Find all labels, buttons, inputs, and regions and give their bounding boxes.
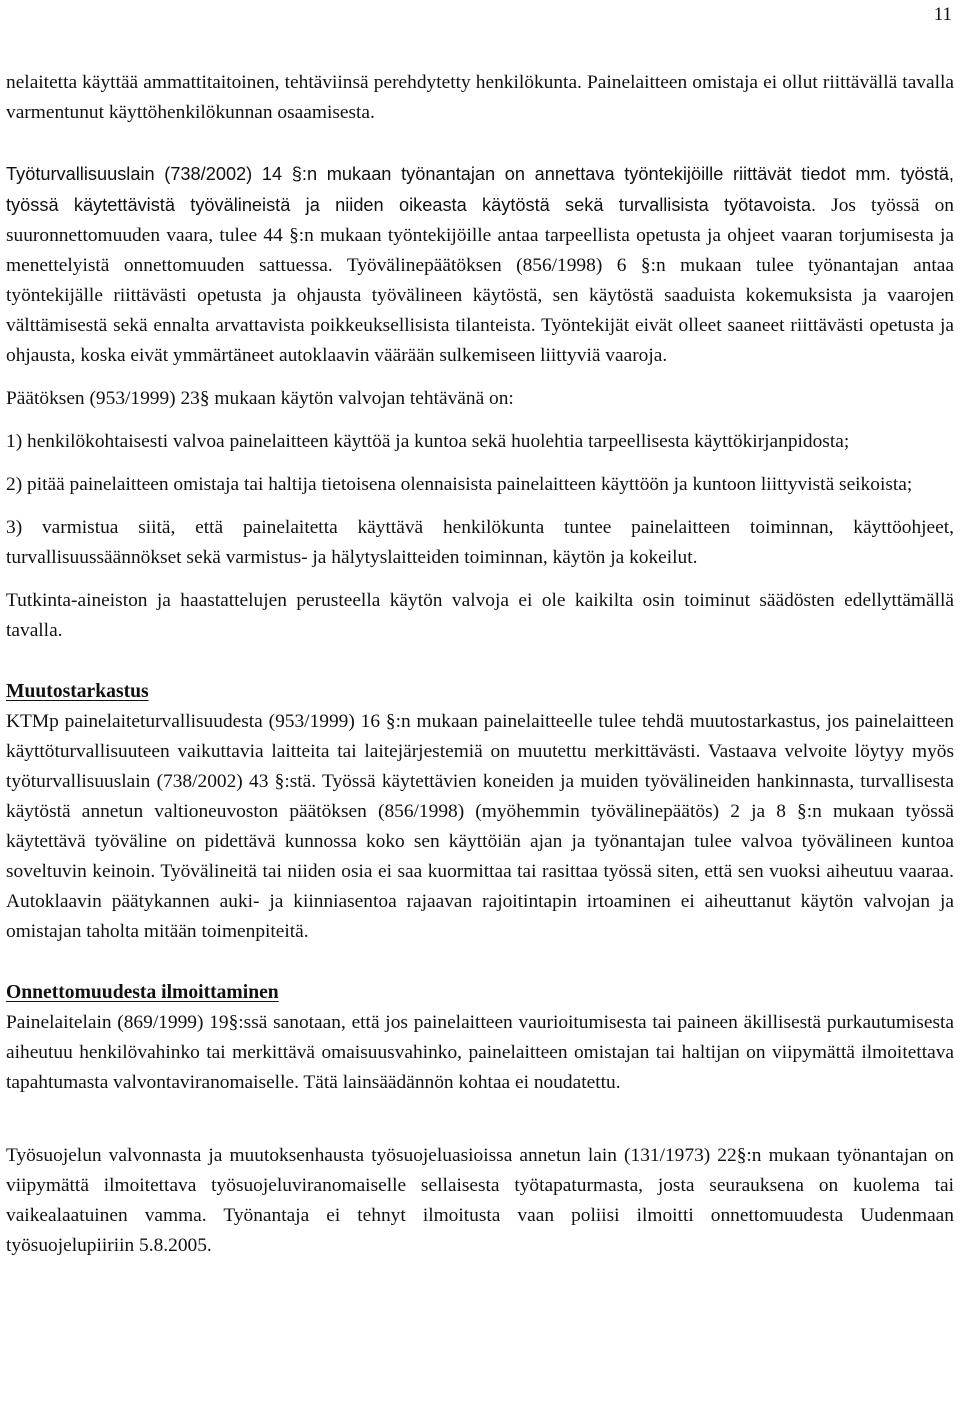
paragraph-occupational-safety xyxy=(6,159,954,371)
paragraph-occupational-safety-serif-part: Jos työssä on suuronnettomuuden vaara, tulee 44 §:n mukaan työntekijöille antaa tarpeellista opetusta ja ohjeet vaaran torjumisesta ja menettelyistä onnettomuuden sattuessa. Työvälinepäätöksen (856/1998) 6 §:n mukaan tulee työnantajan antaa työntekijälle riittävästi opetusta ja ohjausta työvälineen käytöstä, sen käytöstä saaduista kokemuksista ja vaarojen välttämisestä sekä ennalta arvattavista poikkeuksellisista tilanteista. Työntekijät eivät olleet saaneet riittävästi opetusta ja ohjausta, koska eivät ymmärtäneet autoklaavin väärään sulkemiseen liittyviä vaaroja. xyxy=(6,195,955,366)
paragraph-operator-competence: nelaitetta käyttää ammattitaitoinen, tehtäviinsä perehdytetty henkilökunta. Painelaitteen omistaja ei ollut riittävällä tavalla varmentunut käyttöhenkilökunnan osaamisesta. xyxy=(6,72,954,123)
list-item-duty-2: 2) pitää painelaitteen omistaja tai haltija tietoisena olennaisista painelaitteen käyttöön ja kuntoon liittyvistä seikoista; xyxy=(6,474,913,495)
list-item-duty-3: 3) varmistua siitä, että painelaitetta käyttävä henkilökunta tuntee painelaitteen toiminnan, käyttöohjeet, turvallisuussäännökset sekä varmistus- ja hälytyslaitteiden toiminnan, käytön ja kokeilut. xyxy=(6,517,954,568)
paragraph-muutostarkastus: KTMp painelaiteturvallisuudesta (953/1999) 16 §:n mukaan painelaitteelle tulee tehdä muutostarkastus, jos painelaitteen käyttöturvallisuuteen vaikuttavia laitteita tai laitejärjestemiä on muutettu merkittävästi. Vastaava velvoite löytyy myös työturvallisuuslain (738/2002) 43 §:stä. Työssä käytettävien koneiden ja muiden työvälineiden hankinnasta, turvallisesta käytöstä annetun valtioneuvoston päätöksen (856/1998) (myöhemmin työvälinepäätös) 2 ja 8 §:n mukaan työssä käytettävä työväline on pidettävä kunnossa koko sen käyttöiän ajan ja työnantajan tulee valvoa työvälineen kuntoa soveltuvin keinoin. Työvälineitä tai niiden osia ei saa kuormittaa tai rasittaa työssä siten, että sen vuoksi aiheutuu vaaraa. Autoklaavin päätykannen auki- ja kiinniasentoa rajaavan rajoitintapin irtoaminen ei aiheuttanut käytön valvojan ja omistajan taholta mitään toimenpiteitä. xyxy=(6,711,954,942)
section-heading-muutostarkastus: Muutostarkastus xyxy=(6,681,149,702)
paragraph-accident-reporting: Painelaitelain (869/1999) 19§:ssä sanotaan, että jos painelaitteen vaurioitumisesta tai paineen äkillisestä purkautumisesta aiheutuu henkilövahinko tai merkittävä omaisuusvahinko, painelaitteen omistajan tai haltijan on viipymättä ilmoitettava tapahtumasta valvontaviranomaiselle. Tätä lainsäädännön kohtaa ei noudatettu. xyxy=(6,1012,954,1093)
section-heading-onnettomuudesta-ilmoittaminen: Onnettomuudesta ilmoittaminen xyxy=(6,982,279,1003)
paragraph-occupational-safety-sans-part: Työturvallisuuslain (738/2002) 14 §:n mukaan työnantajan on annettava työntekijöille riittävät tiedot mm. työstä, työssä käytettävistä työvälineistä ja niiden oikeasta käytöstä sekä turvallisista työtavoista. xyxy=(6,164,954,215)
list-item-duty-1: 1) henkilökohtaisesti valvoa painelaitteen käyttöä ja kuntoa sekä huolehtia tarpeellisesta käyttökirjanpidosta; xyxy=(6,431,850,452)
document-body xyxy=(6,68,954,1261)
page-number: 11 xyxy=(933,4,952,25)
paragraph-labour-inspection-notice: Työsuojelun valvonnasta ja muutoksenhausta työsuojeluasioissa annetun lain (131/1973) 22§:n mukaan työnantajan on viipymättä ilmoitettava työsuojeluviranomaiselle sellaisesta työtapaturmasta, josta seurauksena on kuolema tai vaikealaatuinen vamma. Työnantaja ei tehnyt ilmoitusta vaan poliisi ilmoitti onnettomuudesta Uudenmaan työsuojelupiiriin 5.8.2005. xyxy=(6,1145,954,1256)
paragraph-supervisor-duties-intro: Päätöksen (953/1999) 23§ mukaan käytön valvojan tehtävänä on: xyxy=(6,388,514,409)
paragraph-investigation-conclusion: Tutkinta-aineiston ja haastattelujen perusteella käytön valvoja ei ole kaikilta osin toiminut säädösten edellyttämällä tavalla. xyxy=(6,590,954,641)
